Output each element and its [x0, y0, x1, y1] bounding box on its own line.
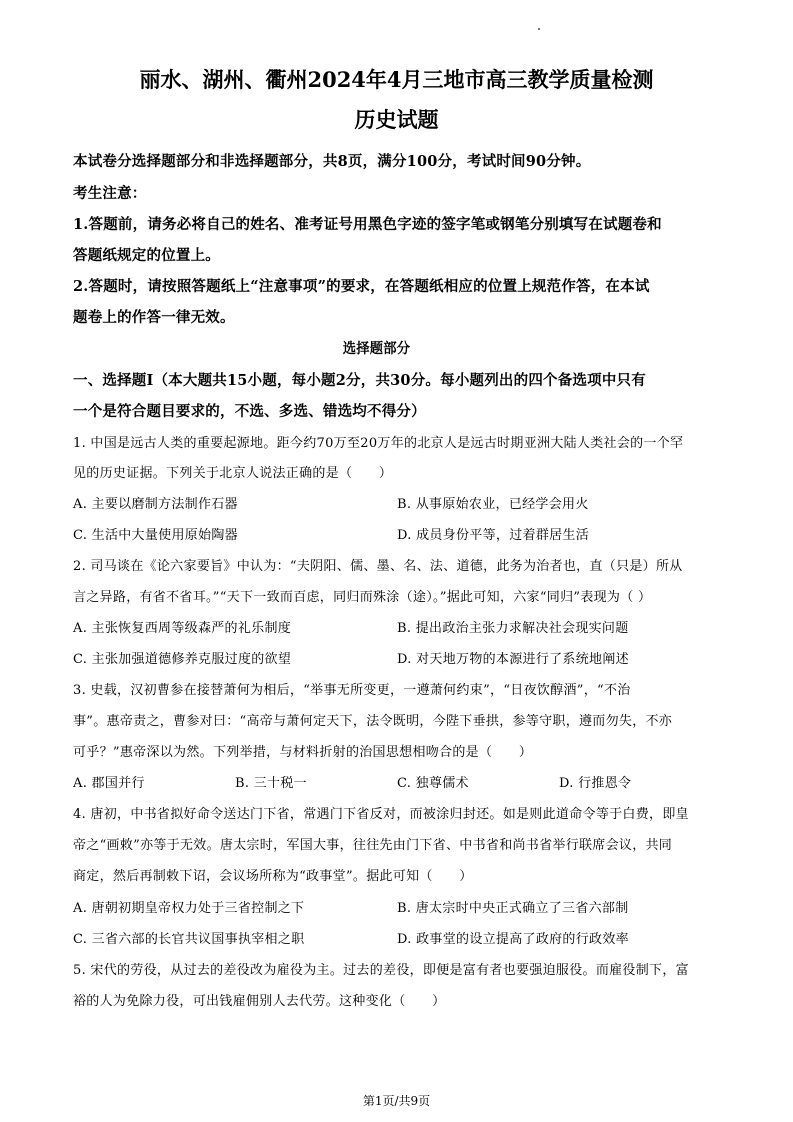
- question-3-option-b: B. 三十税一: [235, 776, 307, 791]
- part-instruction-line-1: 一、选择题Ⅰ（本大题共15小题，每小题2分，共30分。每小题列出的四个备选项中只有: [73, 372, 646, 389]
- question-4-line-3: 商定，然后再制敕下诏，会议场所称为“政事堂”。据此可知（ ）: [73, 869, 473, 884]
- section-heading: 选择题部分: [342, 341, 411, 357]
- question-2-option-d: D. 对天地万物的本源进行了系统地阐述: [397, 652, 629, 667]
- question-5-line-1: 5. 宋代的劳役，从过去的差役改为雇役为主。过去的差役，即便是富有者也要强迫服役。而雇役制下，富: [73, 963, 689, 978]
- question-3-option-d: D. 行推恩令: [559, 776, 632, 791]
- question-2-option-b: B. 提出政治主张力求解决社会现实问题: [397, 621, 629, 636]
- question-1-option-b: B. 从事原始农业，已经学会用火: [397, 497, 589, 512]
- question-4-option-c: C. 三省六部的长官共议国事执宰相之职: [73, 932, 305, 947]
- question-1-option-a: A. 主要以磨制方法制作石器: [73, 497, 238, 512]
- question-2-line-2: 言之异路，有省不省耳。”“天下一致而百虑，同归而殊涂（途）。”据此可知，六家“同归”表现为（ ）: [73, 590, 652, 605]
- question-3-option-c: C. 独尊儒术: [397, 776, 469, 791]
- note-1-line-1: 1.答题前，请务必将自己的姓名、准考证号用黑色字迹的签字笔或钢笔分别填写在试题卷和: [73, 216, 662, 233]
- scan-speck: [538, 28, 540, 30]
- question-1-line-1: 1. 中国是远古人类的重要起源地。距今约70万至20万年的北京人是远古时期亚洲大陆人类社会的一个罕: [73, 436, 684, 451]
- question-3-line-3: 可乎？”惠帝深以为然。下列举措，与材料折射的治国思想相吻合的是（ ）: [73, 745, 533, 760]
- question-2-option-c: C. 主张加强道德修养克服过度的欲望: [73, 652, 292, 667]
- notice-heading: 考生注意：: [73, 185, 147, 202]
- note-2-line-1: 2.答题时，请按照答题纸上“注意事项”的要求，在答题纸相应的位置上规范作答，在本试: [73, 278, 650, 295]
- note-2-line-2: 题卷上的作答一律无效。: [73, 309, 235, 326]
- question-1-option-d: D. 成员身份平等，过着群居生活: [397, 528, 590, 543]
- question-3-line-1: 3. 史载，汉初曹参在接替萧何为相后，“举事无所变更，一遵萧何约束”，“日夜饮醇酒”，“不治: [73, 683, 631, 698]
- question-2-line-1: 2. 司马谈在《论六家要旨》中认为：“夫阴阳、儒、墨、名、法、道德，此务为治者也，直（只是）所从: [73, 559, 683, 574]
- question-4-line-2: 帝之“画敕”亦等于无效。唐太宗时，军国大事，往往先由门下省、中书省和尚书省举行联席会议，共同: [73, 838, 673, 853]
- intro-text: 本试卷分选择题部分和非选择题部分，共8页，满分100分，考试时间90分钟。: [73, 153, 591, 170]
- page-number: 第1页/共9页: [362, 1094, 431, 1108]
- question-1-line-2: 见的历史证据。下列关于北京人说法正确的是（ ）: [73, 466, 393, 481]
- note-1-line-2: 答题纸规定的位置上。: [73, 247, 220, 264]
- question-4-option-d: D. 政事堂的设立提高了政府的行政效率: [397, 932, 629, 947]
- question-3-option-a: A. 郡国并行: [73, 776, 145, 791]
- exam-subtitle: 历史试题: [354, 107, 439, 132]
- question-5-line-2: 裕的人为免除力役，可出钱雇佣别人去代劳。这种变化（ ）: [73, 994, 446, 1009]
- question-2-option-a: A. 主张恢复西周等级森严的礼乐制度: [73, 621, 292, 636]
- question-4-option-a: A. 唐朝初期皇帝权力处于三省控制之下: [73, 901, 305, 916]
- part-instruction-line-2: 一个是符合题目要求的，不选、多选、错选均不得分）: [73, 403, 426, 420]
- question-1-option-c: C. 生活中大量使用原始陶器: [73, 528, 238, 543]
- question-4-option-b: B. 唐太宗时中央正式确立了三省六部制: [397, 901, 629, 916]
- question-4-line-1: 4. 唐初，中书省拟好命令送达门下省，常遇门下省反对，而被涂归封还。如是则此道命令等于白费，即皇: [73, 807, 689, 822]
- exam-title: 丽水、湖州、衢州2024年4月三地市高三教学质量检测: [139, 67, 654, 92]
- question-3-line-2: 事”。惠帝责之，曹参对曰：“高帝与萧何定天下，法令既明，今陛下垂拱，参等守职，遵而勿失，不亦: [73, 714, 673, 729]
